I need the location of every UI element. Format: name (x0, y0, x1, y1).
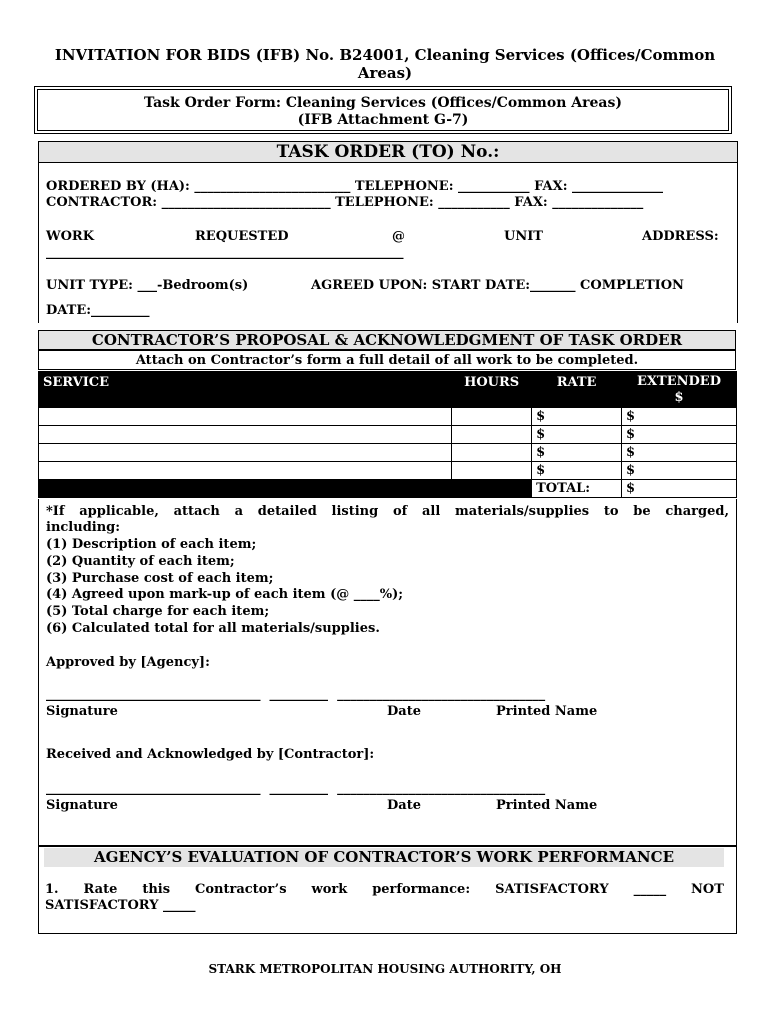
extended-cell[interactable]: $ (622, 444, 737, 462)
approved-by-label: Approved by [Agency]: (46, 655, 210, 670)
work-requested-word: REQUESTED (195, 229, 289, 244)
table-header-row (39, 372, 737, 408)
rate-performance-line (45, 882, 724, 898)
extended-cell[interactable]: $ (622, 462, 737, 480)
unit-type-field[interactable]: UNIT TYPE: ___-Bedroom(s) (46, 278, 249, 293)
signature-label: Signature (46, 704, 118, 719)
total-value-cell[interactable]: $ (622, 480, 737, 498)
rate-word: performance: (372, 882, 471, 897)
extended-cell[interactable]: $ (622, 408, 737, 426)
materials-item: (5) Total charge for each item; (46, 604, 270, 619)
signature-label: Signature (46, 798, 118, 813)
rate-word: Rate (83, 882, 118, 897)
proposal-section-title (38, 330, 736, 350)
column-header-rate: RATE (532, 372, 622, 408)
page-footer: STARK METROPOLITAN HOUSING AUTHORITY, OH (208, 962, 562, 976)
page-header-line1: INVITATION FOR BIDS (IFB) No. B24001, Cleaning Services (Offices/Common (54, 46, 716, 64)
agency-signature-line[interactable]: _________________________________ _________ ________________________________ (46, 687, 546, 702)
table-row[interactable] (39, 444, 737, 462)
total-row (39, 480, 737, 498)
service-cell[interactable] (39, 444, 452, 462)
table-row[interactable] (39, 426, 737, 444)
materials-item: (1) Description of each item; (46, 537, 257, 552)
evaluation-title (44, 848, 724, 867)
service-cell[interactable] (39, 408, 452, 426)
contractor-line[interactable]: CONTRACTOR: __________________________ TELEPHONE: ___________ FAX: ______________ (46, 195, 644, 210)
proposal-title-text: CONTRACTOR’S PROPOSAL & ACKNOWLEDGMENT OF TASK ORDER (91, 331, 683, 349)
form-subtitle: (IFB Attachment G-7) (297, 112, 469, 128)
column-header-hours: HOURS (452, 372, 532, 408)
materials-intro: *If applicable, attach a detailed listing of all materials/supplies to be charged, (46, 504, 729, 519)
satisfactory-blank[interactable]: _____ (633, 882, 667, 897)
ordered-by-line[interactable]: ORDERED BY (HA): ________________________ TELEPHONE: ___________ FAX: ______________ (46, 179, 664, 194)
service-cell[interactable] (39, 426, 452, 444)
materials-item[interactable]: (4) Agreed upon mark-up of each item (@ ____%); (46, 587, 404, 602)
form-title-box (34, 86, 732, 134)
extended-cell[interactable]: $ (622, 426, 737, 444)
service-cell[interactable] (39, 462, 452, 480)
attach-instructions (38, 350, 736, 370)
hours-cell[interactable] (452, 462, 532, 480)
hours-cell[interactable] (452, 444, 532, 462)
materials-item: (2) Quantity of each item; (46, 554, 235, 569)
evaluation-title-text: AGENCY’S EVALUATION OF CONTRACTOR’S WORK PERFORMANCE (93, 848, 675, 866)
column-header-extended: EXTENDED $ (622, 372, 737, 408)
work-requested-word: WORK (46, 229, 95, 244)
rate-word: Contractor’s (195, 882, 287, 897)
agreed-upon-dates-field[interactable]: AGREED UPON: START DATE:_______ COMPLETION (311, 278, 684, 293)
table-row[interactable] (39, 408, 737, 426)
total-label: TOTAL: (532, 480, 622, 498)
work-requested-word: UNIT (504, 229, 543, 244)
satisfactory-option: SATISFACTORY (495, 882, 609, 897)
attach-instructions-text: Attach on Contractor’s form a full detail of all work to be completed. (135, 353, 639, 368)
materials-item: (3) Purchase cost of each item; (46, 571, 274, 586)
table-row[interactable] (39, 462, 737, 480)
services-table (38, 371, 737, 498)
task-order-number-bar (38, 141, 738, 163)
work-requested-word: ADDRESS: (642, 229, 719, 244)
completion-date-field[interactable]: DATE:_________ (46, 303, 150, 318)
materials-intro-cont: including: (46, 520, 121, 535)
rate-word: this (142, 882, 171, 897)
contractor-signature-line[interactable]: _________________________________ _________ ________________________________ (46, 781, 546, 796)
rate-cell[interactable]: $ (532, 444, 622, 462)
date-label: Date (387, 798, 421, 813)
column-header-service: SERVICE (39, 372, 452, 408)
received-by-label: Received and Acknowledged by [Contractor]: (46, 747, 375, 762)
not-satisfactory-option[interactable]: SATISFACTORY _____ (45, 898, 196, 913)
printed-name-label: Printed Name (496, 798, 598, 813)
rate-word: work (311, 882, 348, 897)
hours-cell[interactable] (452, 426, 532, 444)
total-row-filler (39, 480, 452, 498)
work-requested-word: @ (392, 229, 405, 244)
rate-cell[interactable]: $ (532, 462, 622, 480)
materials-and-signatures (38, 499, 737, 847)
work-address-field[interactable]: _______________________________________________________ (46, 245, 404, 260)
total-row-filler (452, 480, 532, 498)
rate-word: 1. (45, 882, 59, 897)
materials-item: (6) Calculated total for all materials/supplies. (46, 621, 380, 636)
page-header-line2: Areas) (357, 64, 413, 82)
task-order-details (38, 163, 738, 323)
hours-cell[interactable] (452, 408, 532, 426)
rate-cell[interactable]: $ (532, 426, 622, 444)
page-header (40, 46, 730, 82)
form-title: Task Order Form: Cleaning Services (Offices/Common Areas) (144, 95, 622, 111)
date-label: Date (387, 704, 421, 719)
task-order-label: TASK ORDER (TO) No.: (276, 142, 500, 162)
printed-name-label: Printed Name (496, 704, 598, 719)
not-word: NOT (691, 882, 724, 897)
rate-cell[interactable]: $ (532, 408, 622, 426)
